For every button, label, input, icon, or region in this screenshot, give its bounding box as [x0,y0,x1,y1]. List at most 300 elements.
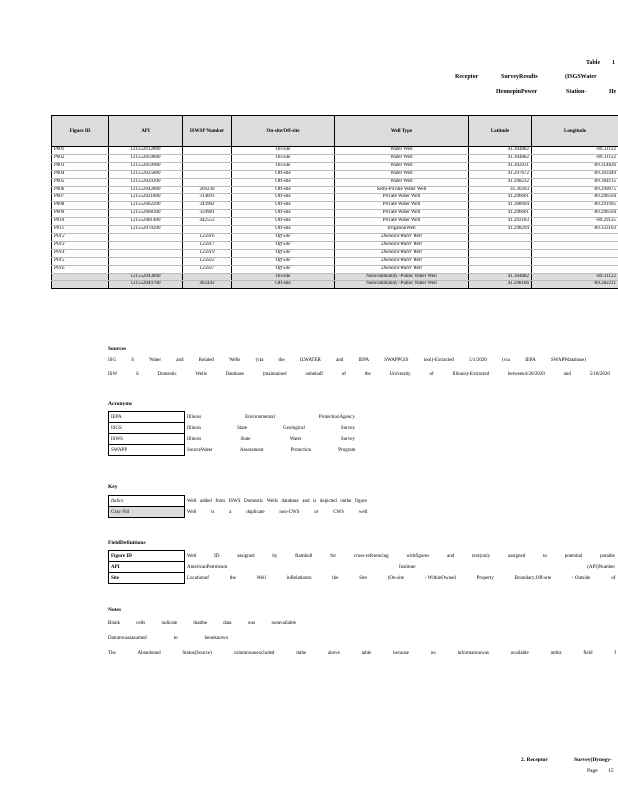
well-type-cell: IrrigationWell [335,226,469,234]
table-row [52,249,618,257]
latitude-cell: 41.298294 [469,226,532,234]
word: Locationof [187,575,209,581]
word: and [336,358,344,363]
definition-label: Figure ID [109,551,185,562]
word: Database [225,372,244,377]
site-cell: On-site [232,147,335,155]
table-row [52,218,618,226]
longitude-cell: -89.282211 [532,281,618,289]
word: Well [187,553,197,559]
api-cell: 121552070200 [109,226,183,234]
notes-line-3 [108,651,616,656]
word: (On-site [387,575,405,581]
longitude-cell [532,257,618,265]
word: The [108,651,116,656]
word: assigned [237,553,255,559]
word: to [173,636,178,641]
word: Water [149,358,162,363]
figure-id-cell: P012 [52,233,109,241]
figure-id-cell: P002 [52,154,109,162]
table-row [52,210,618,218]
site-cell: Off-site [232,257,335,265]
table-row [52,202,618,210]
word: Well [187,498,197,504]
latitude-cell [469,249,532,257]
definition-row [109,507,370,518]
word: SourceWater [187,447,213,453]
col-well-type: Well Type [335,116,469,147]
latitude-cell: 41.30203 [469,186,532,194]
word: State [240,436,251,442]
word: the [278,358,285,363]
latitude-cell: 41.304882 [469,273,532,281]
well-type-cell: Water Well [335,178,469,186]
isws-cell: 343982 [183,202,232,210]
word: SWAPPdatabase) [550,358,586,363]
word: Assessment [239,447,264,453]
latitude-cell: 41.296001 [469,194,532,202]
longitude-cell: -89.314826 [532,162,618,170]
notes-line-1 [108,621,296,626]
isws-cell: 359981 [183,210,232,218]
footer-left: 2. Receptor [521,757,548,763]
latitude-cell: 41.308994 [469,202,532,210]
site-cell: On-site [232,273,335,281]
site-cell: Off-site [232,194,335,202]
api-cell [109,257,183,265]
api-cell: 121552025800 [109,170,183,178]
well-type-cell: DomesticWater Well [335,249,469,257]
definition-text [185,445,358,456]
word: between4/20/2020 [507,372,545,377]
word: cells [136,621,146,626]
word: and [563,372,571,377]
word: ProtectionAgency [318,414,355,420]
word: (via [502,358,510,363]
definition-row [109,423,358,434]
word: available [510,651,529,656]
header-word-6: He [609,89,617,95]
word: assigned [507,553,526,559]
site-cell: Off-site [232,265,335,273]
word: Boundary;Off-site [514,575,552,581]
header-word-4: HennepinPower [496,89,538,95]
figure-id-cell: P008 [52,202,109,210]
api-cell: 121552021800 [109,194,183,202]
longitude-cell: -89.304115 [532,178,618,186]
word: Environmental [245,414,275,420]
notes-line-2 [108,636,228,641]
isws-cell: 125922 [183,257,232,265]
longitude-cell: -89.333163 [532,226,618,234]
word: Geological [282,425,305,431]
isws-cell [183,154,232,162]
word: Survey [340,425,355,431]
definition-words [187,510,368,515]
isws-cell: 125919 [183,249,232,257]
word: State [237,425,248,431]
definition-text [185,434,358,445]
figure-id-cell: P010 [52,218,109,226]
word: potable [600,553,615,559]
figure-id-cell: P001 [52,147,109,155]
receptor-table [51,115,618,289]
word: S [131,358,135,363]
definition-row [109,434,358,445]
definition-words [187,448,356,453]
isws-cell: 402443 [183,281,232,289]
word: database [281,498,299,504]
definition-row [109,496,370,507]
word: Illinois [187,425,202,431]
word: inthis [550,651,562,656]
word: (via [255,358,264,363]
table-row [52,170,618,178]
longitude-cell: -89.31122 [532,154,618,162]
well-type-cell: DomesticWater Well [335,257,469,265]
fielddefs-table [108,550,618,584]
longitude-cell: -89.31122 [532,147,618,155]
word: beunknown [204,636,228,641]
well-type-cell: Water Well [335,170,469,178]
word: CWS [333,509,345,515]
figure-id-cell: P014 [52,249,109,257]
definition-words [187,565,615,570]
table-row [52,257,618,265]
acronyms-table [108,411,358,456]
isws-cell: 125916 [183,233,232,241]
definition-row [109,562,618,573]
site-cell: Off-site [232,202,335,210]
well-type-cell: Noncommunity -Public Water Well [335,273,469,281]
definition-label: Site [109,573,185,584]
definition-words [187,554,615,559]
well-type-cell: Private Water Well [335,210,469,218]
figure-id-cell [52,281,109,289]
isws-cell [183,226,232,234]
page-number: 15 [608,768,614,774]
latitude-cell [469,233,532,241]
word: and [447,553,455,559]
word: f [614,651,616,656]
site-cell: Off-site [232,226,335,234]
api-cell [109,233,183,241]
header-word-2: SurveyResults [501,74,538,80]
definition-label: Italics [109,496,185,507]
word: added [199,498,212,504]
word: the [364,372,371,377]
word: ID [214,553,220,559]
definition-label: SWAPP [109,445,185,456]
latitude-cell: 41.304882 [469,147,532,155]
site-cell: On-site [232,154,335,162]
api-cell: 121552042800 [109,186,183,194]
word: of [611,575,616,581]
word: Illinois [187,414,202,420]
word: Water [289,436,302,442]
definition-label: API [109,562,185,573]
word: (maintained [262,372,287,377]
word: of [341,372,346,377]
word: data [223,621,232,626]
fielddefs-title: FieldDefinitions [108,540,146,546]
col-api: API [109,116,183,147]
well-type-cell: Private Water Well [335,194,469,202]
word: S [135,372,139,377]
word: Wells [229,358,241,363]
api-cell: 121552012800 [109,147,183,155]
word: IEPA [525,358,536,363]
word: 5/18/2020 [589,372,610,377]
word: Program [338,447,356,453]
sources-title: Sources [108,346,127,352]
header-word-5: Station- [566,89,587,95]
word: duplicate [246,509,265,515]
word: inthe [296,651,307,656]
definition-label: ISGS [109,423,185,434]
isws-cell [183,162,232,170]
word: Domestic [157,372,177,377]
latitude-cell: 41.304882 [469,154,532,162]
definition-text [185,551,618,562]
api-cell [109,241,183,249]
figure-id-cell: P009 [52,210,109,218]
isws-cell: 125927 [183,265,232,273]
word: Abandoned [137,651,161,656]
definition-row [109,412,358,423]
table-row [52,147,618,155]
figure-id-cell: P004 [52,170,109,178]
latitude-cell: 41.298186 [469,281,532,289]
latitude-cell: 41.296001 [469,210,532,218]
figure-id-cell: P006 [52,186,109,194]
well-type-cell: DomesticWater Well [335,265,469,273]
word: ISWS [228,498,241,504]
word: Datumwasassumed [108,636,147,641]
table-row [52,226,618,234]
word: no [430,651,436,656]
definition-label: ISWS [109,434,185,445]
longitude-cell [532,249,618,257]
site-cell: Off-site [232,218,335,226]
figure-id-cell: P011 [52,226,109,234]
word: notavailable [271,621,296,626]
word: thatthe [193,621,207,626]
page-label: Page [587,768,598,774]
word: is [211,509,215,515]
longitude-cell: -89.29125 [532,218,618,226]
word: Domestic [244,498,264,504]
isws-cell: 442553 [183,218,232,226]
well-type-cell: Semi-Private Water Well [335,186,469,194]
word: Protection [290,447,312,453]
table-row [52,241,618,249]
table-row [52,154,618,162]
latitude-cell: 41.297672 [469,170,532,178]
latitude-cell [469,241,532,249]
word: table [361,651,372,656]
word: Related [198,358,214,363]
word: Property [476,575,494,581]
acronyms-title: Acronyms [108,401,133,407]
figure-id-cell: P003 [52,162,109,170]
isws-cell [183,170,232,178]
site-cell: On-site [232,162,335,170]
word: figure [354,498,367,504]
definition-text [185,507,370,518]
table-row [52,186,618,194]
well-type-cell: Private Water Well [335,202,469,210]
latitude-cell: 41.302031 [469,162,532,170]
api-cell: 121552068300 [109,210,183,218]
definition-words [187,499,367,504]
well-type-cell: Private Water Well [335,218,469,226]
table-row [52,233,618,241]
latitude-cell: 41.298232 [469,178,532,186]
isws-cell: 314693 [183,194,232,202]
word: Illinois [187,436,202,442]
word: - WithinOwned [424,575,456,581]
word: Wells [266,498,278,504]
word: columnwasexcluded [233,651,275,656]
word: Institute [399,564,416,570]
definition-label: Gray Fill [109,507,185,518]
isws-cell [183,273,232,281]
site-cell: Off-site [232,233,335,241]
word: tool)-Extracted [423,358,454,363]
definition-words [187,437,355,442]
header-word-3: (ISGSWater [565,74,597,80]
table-row [52,265,618,273]
word: and [176,358,184,363]
api-cell: 121552059800 [109,154,183,162]
well-type-cell: Water Well [335,154,469,162]
word: well [358,509,368,515]
longitude-cell [532,241,618,249]
isws-cell: 125917 [183,241,232,249]
api-cell: 121552049700 [109,281,183,289]
word: cross-referencing [353,553,389,559]
figure-id-cell: P005 [52,178,109,186]
definition-text [185,496,370,507]
sources-line-1 [108,358,586,363]
definition-row [109,573,618,584]
isws-cell: 269230 [183,186,232,194]
api-cell: 121552062200 [109,202,183,210]
api-cell: 121552059900 [109,162,183,170]
word: AmericanPetroleum [187,564,228,570]
word: ISG [108,358,117,363]
api-cell: 121552081400 [109,218,183,226]
word: because [393,651,409,656]
site-cell: Off-site [232,170,335,178]
word: - Outside [571,575,591,581]
table-row [52,178,618,186]
word: (API)Number [587,564,615,570]
word: onbehalf [305,372,323,377]
api-cell [109,249,183,257]
word: SWAPPGIS [384,358,409,363]
word: or [314,509,319,515]
table-number: 1 [612,60,615,66]
word: and [302,498,310,504]
word: above [327,651,340,656]
figure-id-cell: P016 [52,265,109,273]
site-cell: Off-site [232,241,335,249]
table-row [52,162,618,170]
word: Illinois)-Extracted [452,372,490,377]
table-label: Table [586,60,601,66]
word: Well [256,575,266,581]
longitude-cell: -89.291995 [532,202,618,210]
col-on-off-site: On-site/Off-site [232,116,335,147]
definition-words [187,576,616,581]
longitude-cell: -89.299075 [532,186,618,194]
longitude-cell: -89.303449 [532,170,618,178]
word: non-CWS [279,509,300,515]
word: depicted [319,498,337,504]
word: ISW [108,372,118,377]
well-type-cell: DomesticWater Well [335,233,469,241]
api-cell [109,265,183,273]
latitude-cell: 41.292183 [469,218,532,226]
well-type-cell: DomesticWater Well [335,241,469,249]
notes-title: Notes [108,607,122,613]
latitude-cell [469,265,532,273]
api-cell: 121552029200 [109,178,183,186]
table-row [52,281,618,289]
word: ILWATER [299,358,321,363]
word: the [229,575,236,581]
word: withfigures [406,553,430,559]
word: IEPA [358,358,370,363]
word: potential [564,553,583,559]
word: to [543,553,547,559]
sources-line-2 [108,372,610,377]
well-type-cell: Noncommunity -Public Water Well [335,281,469,289]
longitude-cell [532,233,618,241]
word: for [330,553,337,559]
longitude-cell: -89.31122 [532,273,618,281]
definition-text [185,412,358,423]
word: was [247,621,256,626]
figure-id-cell: P013 [52,241,109,249]
site-cell: Off-site [232,249,335,257]
col-longitude: Longitude [532,116,618,147]
word: Well [187,509,197,515]
word: Survey [340,436,355,442]
definition-text [185,573,618,584]
definition-words [187,426,355,431]
key-title: Key [108,484,118,490]
site-cell: Off-site [232,178,335,186]
isws-cell [183,147,232,155]
word: text(only [472,553,491,559]
figure-id-cell: P007 [52,194,109,202]
word: 5/1/2020 [469,358,487,363]
word: is [312,498,317,504]
key-table [108,495,370,518]
definition-row [109,445,358,456]
word: indicate [161,621,178,626]
site-cell: Off-site [232,186,335,194]
table-row [52,273,618,281]
word: a [229,509,232,515]
definition-words [187,415,355,420]
word: Wells [195,372,207,377]
definition-text [185,562,618,573]
site-cell: Off-site [232,281,335,289]
